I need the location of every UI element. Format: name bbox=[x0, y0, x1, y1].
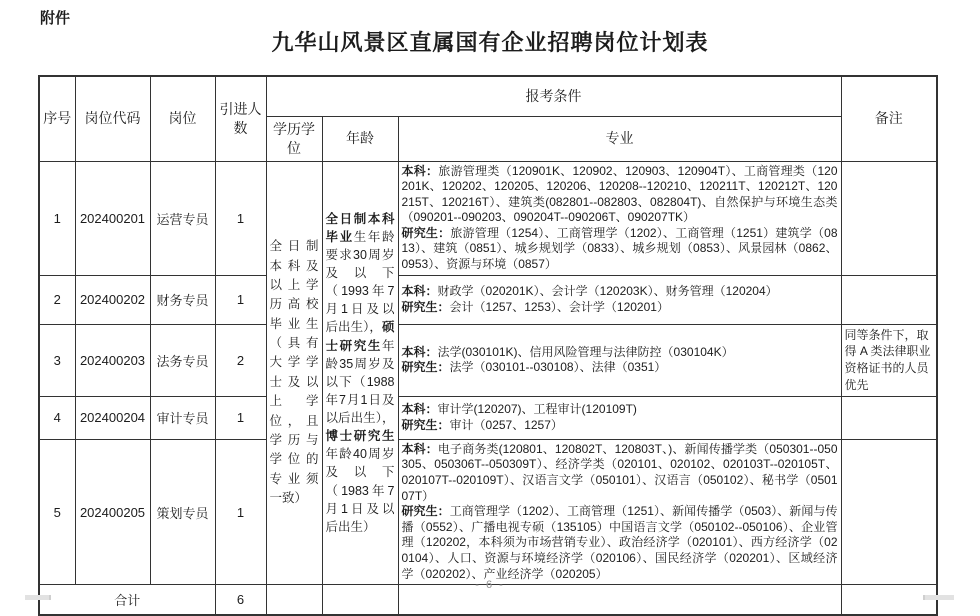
attachment-label: 附件 bbox=[40, 10, 71, 27]
table-row-2 bbox=[39, 275, 937, 324]
undergrad-majors: 旅游管理类（120901K、120902、120903、120904T）、工商管理类（120201K、120202、120205、120206、120208--120210、120211T、120212T、120215T、120216T）、建筑类(082801--082803、082804T)、自然保护与环境生态类（090201--090203、090204T--090206T、090207TK） bbox=[401, 163, 838, 225]
undergrad-label: 本科： bbox=[401, 402, 438, 417]
postgrad-label: 研究生： bbox=[401, 225, 451, 240]
undergrad-label: 本科： bbox=[401, 344, 438, 359]
cell-seq: 1 bbox=[39, 161, 75, 275]
age-text-undergrad: 生年龄要求30周岁及以下（1993年7月1日及以后出生）， bbox=[325, 229, 395, 335]
cell-remark bbox=[841, 275, 937, 324]
undergrad-majors: 电子商务类(120801、120802T、120803T、)、新闻传播学类（050301--050305、050306T--050309T）、经济学类（020101、020102、020103T--020105T、020107T--020109T）、汉语言文学（050101）、汉语言（050102）、秘书学（050107T） bbox=[401, 441, 838, 503]
viewer-edge-artifact-left bbox=[25, 595, 51, 600]
total-label: 合计 bbox=[39, 585, 215, 615]
cell-count: 1 bbox=[215, 396, 266, 439]
cell-post-code: 202400202 bbox=[75, 275, 150, 324]
cell-remark: 同等条件下，取得 A 类法律职业资格证书的人员优先 bbox=[841, 324, 937, 396]
age-text-master: 年龄35周岁及以下（1988年7月1日及以后出生）， bbox=[325, 338, 395, 426]
undergrad-majors: 财政学（020201K）、会计学（120203K）、财务管理（120204） bbox=[437, 284, 778, 299]
cell-seq: 3 bbox=[39, 324, 75, 396]
table-row-4 bbox=[39, 396, 937, 439]
cell-post-code: 202400204 bbox=[75, 396, 150, 439]
cell-count: 1 bbox=[215, 275, 266, 324]
header-post-code: 岗位代码 bbox=[75, 76, 150, 161]
viewer-edge-artifact-right bbox=[923, 595, 954, 600]
undergrad-label: 本科： bbox=[401, 441, 438, 456]
header-intake-count: 引进人数 bbox=[215, 76, 266, 161]
postgrad-label: 研究生： bbox=[401, 299, 450, 314]
cell-post-code: 202400201 bbox=[75, 161, 150, 275]
cell-post-code: 202400203 bbox=[75, 324, 150, 396]
postgrad-majors: 工商管理学（1202）、工商管理（1251）、新闻传播学（0503）、新闻与传播（0552）、广播电视专硕（135105）中国语言文学（050102--050106）、企业管理（120202，本科须为市场营销专业）、政治经济学（020101）、西方经济学（020104）、人口、资源与环境经济学（020106）、国民经济学（020201）、区域经济学（020202）、产业经济学（020205） bbox=[401, 504, 838, 581]
page-title: 九华山风景区直属国有企业招聘岗位计划表 bbox=[271, 30, 709, 55]
cell-remark bbox=[841, 396, 937, 439]
cell-post: 策划专员 bbox=[150, 439, 215, 584]
table-row-5 bbox=[39, 439, 937, 584]
total-count: 6 bbox=[215, 585, 266, 615]
cell-post: 财务专员 bbox=[150, 275, 215, 324]
postgrad-majors: 审计（0257、1257） bbox=[449, 417, 563, 432]
undergrad-label: 本科： bbox=[401, 163, 439, 178]
age-bold-master: 硕士研究生 bbox=[325, 320, 395, 353]
postgrad-majors: 会计（1257、1253）、会计学（120201） bbox=[449, 299, 669, 314]
cell-count: 1 bbox=[215, 161, 266, 275]
header-age: 年龄 bbox=[322, 116, 398, 161]
postgrad-majors: 旅游管理（1254）、工商管理学（1202）、工商管理（1251）建筑学（0813）、建筑（0851）、城乡规划学（0833）、城乡规划（0853）、风景园林（0862、0953）、资源与环境（0857） bbox=[401, 225, 838, 272]
cell-count: 2 bbox=[215, 324, 266, 396]
undergrad-label: 本科： bbox=[401, 284, 438, 299]
header-apply-conditions: 报考条件 bbox=[266, 76, 841, 116]
cell-major bbox=[398, 439, 841, 584]
age-bold-undergrad: 全日制本科毕业 bbox=[325, 211, 395, 244]
header-seq-no: 序号 bbox=[39, 76, 75, 161]
cell-seq: 2 bbox=[39, 275, 75, 324]
cell-seq: 4 bbox=[39, 396, 75, 439]
page-number: - 6 - bbox=[475, 579, 505, 591]
cell-major bbox=[398, 161, 841, 275]
header-major: 专业 bbox=[398, 116, 841, 161]
undergrad-majors: 审计学(120207)、工程审计(120109T) bbox=[437, 402, 637, 417]
header-remarks: 备注 bbox=[841, 76, 937, 161]
age-bold-doctor: 博士研究生 bbox=[325, 429, 395, 444]
header-post: 岗位 bbox=[150, 76, 215, 161]
cell-age-requirement bbox=[322, 161, 398, 585]
postgrad-label: 研究生： bbox=[401, 417, 450, 432]
postgrad-label: 研究生： bbox=[401, 504, 450, 519]
postgrad-majors: 法学（030101--030108）、法律（0351） bbox=[449, 360, 667, 375]
table-row-1 bbox=[39, 161, 937, 275]
cell-post-code: 202400205 bbox=[75, 439, 150, 584]
cell-remark bbox=[841, 439, 937, 584]
cell-major bbox=[398, 324, 841, 396]
header-row-1 bbox=[39, 76, 937, 116]
age-text-doctor: 年龄40周岁及以下（1983年7月1日及以后出生） bbox=[325, 447, 395, 534]
postgrad-label: 研究生： bbox=[401, 360, 450, 375]
header-education-degree: 学历学位 bbox=[266, 116, 322, 161]
cell-remark bbox=[841, 161, 937, 275]
cell-major bbox=[398, 396, 841, 439]
cell-post: 法务专员 bbox=[150, 324, 215, 396]
cell-education-requirement: 全日制本科及以上学历高校毕业生（具有大学学士及以上学位，且学历与学位的专业须一致） bbox=[266, 161, 322, 585]
cell-major bbox=[398, 275, 841, 324]
cell-post: 运营专员 bbox=[150, 161, 215, 275]
undergrad-majors: 法学(030101K)、信用风险管理与法律防控（030104K） bbox=[437, 344, 734, 359]
cell-post: 审计专员 bbox=[150, 396, 215, 439]
cell-count: 1 bbox=[215, 439, 266, 584]
cell-seq: 5 bbox=[39, 439, 75, 584]
table-row-3 bbox=[39, 324, 937, 396]
recruitment-table bbox=[38, 75, 938, 616]
